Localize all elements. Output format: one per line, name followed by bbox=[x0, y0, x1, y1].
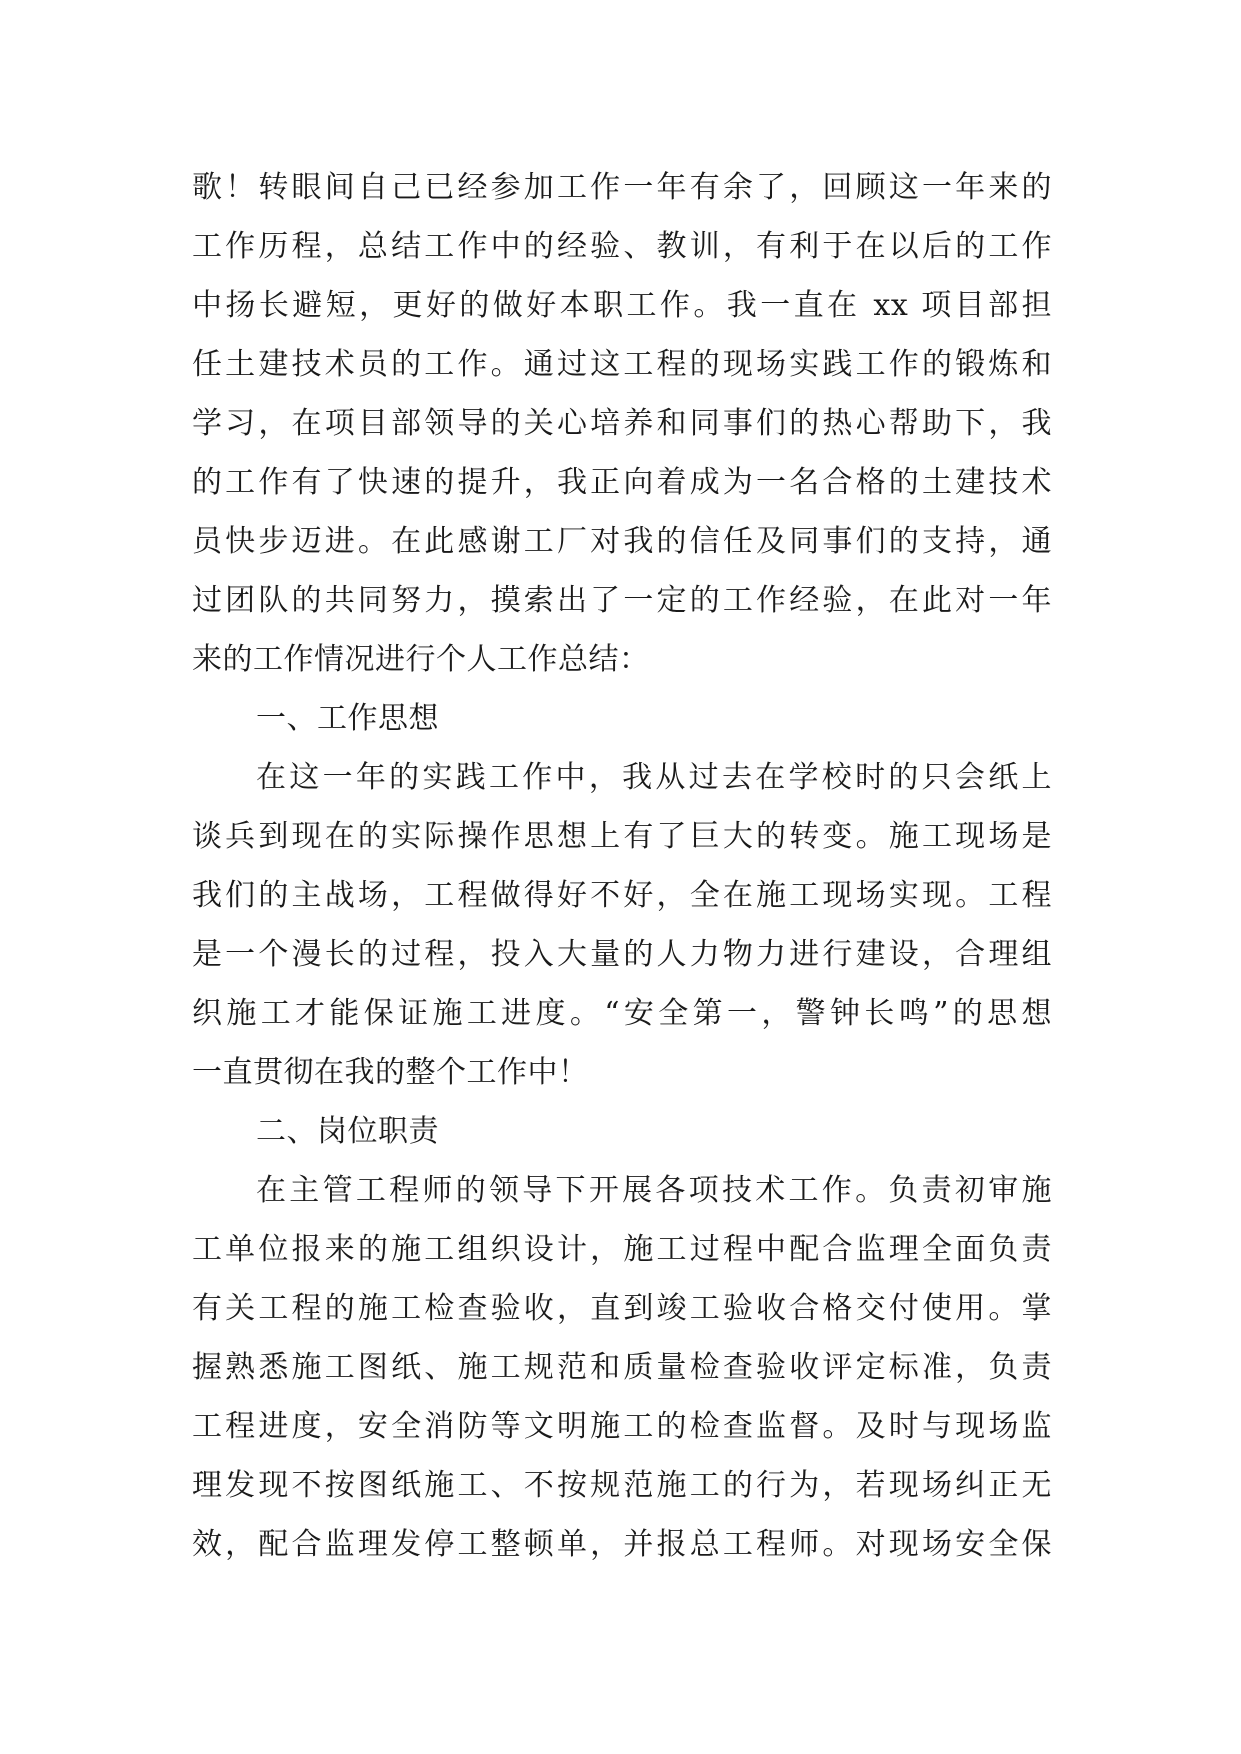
text-line: 一、工作思想 bbox=[256, 701, 439, 736]
text-line: 我们的主战场，工程做得好不好，全在施工现场实现。工程 bbox=[192, 878, 1052, 913]
text-line: 二、岗位职责 bbox=[256, 1114, 439, 1149]
text-line: 谈兵到现在的实际操作思想上有了巨大的转变。施工现场是 bbox=[192, 819, 1052, 854]
text-line: 理发现不按图纸施工、不按规范施工的行为，若现场纠正无 bbox=[192, 1468, 1052, 1503]
text-line: 有关工程的施工检查验收，直到竣工验收合格交付使用。掌 bbox=[192, 1291, 1052, 1326]
text-line: 来的工作情况进行个人工作总结： bbox=[192, 642, 650, 677]
text-line: 工作历程，总结工作中的经验、教训，有利于在以后的工作 bbox=[192, 229, 1052, 264]
text-line: 的工作有了快速的提升，我正向着成为一名合格的土建技术 bbox=[192, 465, 1052, 500]
text-line: 织施工才能保证施工进度。“安全第一，警钟长鸣”的思想 bbox=[192, 996, 1052, 1031]
text-line: 员快步迈进。在此感谢工厂对我的信任及同事们的支持，通 bbox=[192, 524, 1052, 559]
text-line: 歌！转眼间自己已经参加工作一年有余了，回顾这一年来的 bbox=[192, 170, 1052, 205]
text-line: 任土建技术员的工作。通过这工程的现场实践工作的锻炼和 bbox=[192, 347, 1052, 382]
text-line: 在主管工程师的领导下开展各项技术工作。负责初审施 bbox=[256, 1173, 1052, 1208]
text-line: 中扬长避短，更好的做好本职工作。我一直在 xx 项目部担 bbox=[192, 288, 1052, 323]
document-body bbox=[192, 158, 1052, 1574]
text-line: 学习，在项目部领导的关心培养和同事们的热心帮助下，我 bbox=[192, 406, 1052, 441]
text-line: 效，配合监理发停工整顿单，并报总工程师。对现场安全保 bbox=[192, 1527, 1052, 1562]
text-line: 是一个漫长的过程，投入大量的人力物力进行建设，合理组 bbox=[192, 937, 1052, 972]
text-line: 一直贯彻在我的整个工作中！ bbox=[192, 1055, 589, 1090]
text-line: 工程进度，安全消防等文明施工的检查监督。及时与现场监 bbox=[192, 1409, 1052, 1444]
text-line: 握熟悉施工图纸、施工规范和质量检查验收评定标准，负责 bbox=[192, 1350, 1052, 1385]
text-line: 工单位报来的施工组织设计，施工过程中配合监理全面负责 bbox=[192, 1232, 1052, 1267]
text-line: 过团队的共同努力，摸索出了一定的工作经验，在此对一年 bbox=[192, 583, 1052, 618]
text-line: 在这一年的实践工作中，我从过去在学校时的只会纸上 bbox=[256, 760, 1052, 795]
